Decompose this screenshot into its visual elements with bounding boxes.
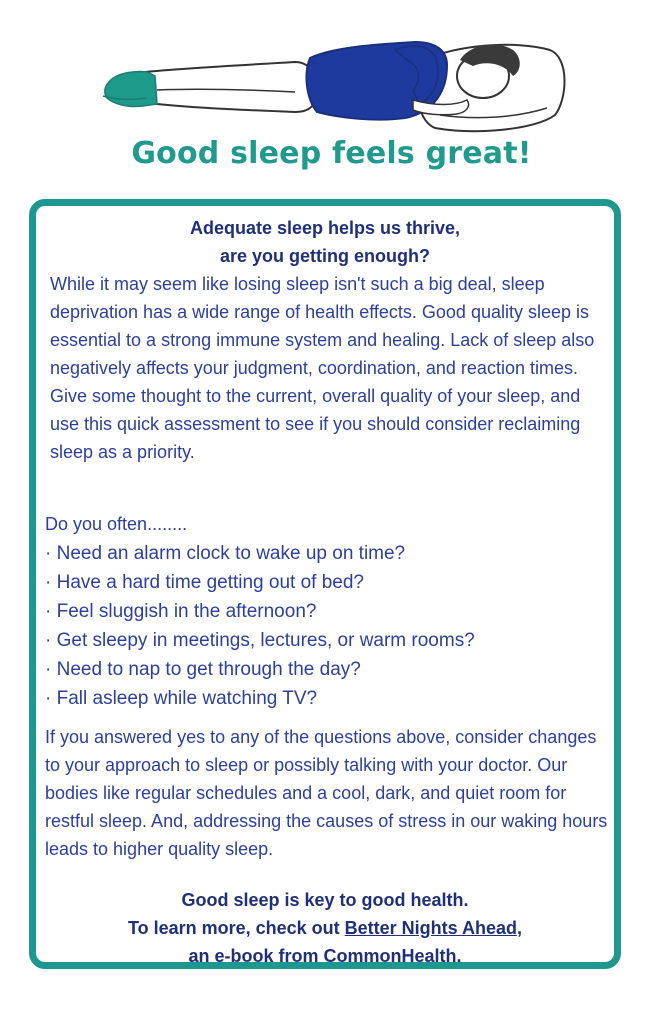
- heading-line-1: Adequate sleep helps us thrive,: [189, 218, 461, 238]
- footer-line-1: Good sleep is key to good health.: [181, 890, 469, 910]
- list-item: · Feel sluggish in the afternoon?: [45, 597, 605, 626]
- page-title: Good sleep feels great!: [131, 136, 532, 171]
- question-list: [45, 539, 605, 713]
- footer-callout: [36, 886, 614, 970]
- advice-paragraph: If you answered yes to any of the questions above, consider changes to your approach to sleep or possibly talking with your doctor. Our bodies like regular schedules and a cool, dark, and quiet room for restful sleep. And, addressing the causes of stress in our waking hours leads to higher quality sleep.: [45, 727, 608, 859]
- list-item: · Fall asleep while watching TV?: [45, 684, 605, 713]
- footer-line-2-suffix: ,: [517, 918, 523, 938]
- footer-line-2: [36, 914, 614, 942]
- info-card: [29, 199, 621, 969]
- list-item: · Get sleepy in meetings, lectures, or warm rooms?: [45, 626, 605, 655]
- question-prompt: Do you often........: [45, 514, 188, 534]
- card-heading: [36, 214, 614, 270]
- sleeping-person-icon: [95, 20, 575, 145]
- footer-line-2-prefix: To learn more, check out: [127, 918, 345, 938]
- list-item: · Need to nap to get through the day?: [45, 655, 605, 684]
- footer-line-3: an e-book from CommonHealth.: [188, 946, 462, 966]
- intro-paragraph: While it may seem like losing sleep isn't such a big deal, sleep deprivation has a wide range of health effects. Good quality sleep is essential to a strong immune system and healing. Lack of sleep also negatively affects your judgment, coordination, and reaction times. Give some thought to the current, overall quality of your sleep, and use this quick assessment to see if you should consider reclaiming sleep as a priority.: [50, 274, 595, 462]
- list-item: · Need an alarm clock to wake up on time?: [45, 539, 605, 568]
- ebook-link[interactable]: Better Nights Ahead: [344, 918, 518, 938]
- list-item: · Have a hard time getting out of bed?: [45, 568, 605, 597]
- heading-line-2: are you getting enough?: [220, 246, 430, 266]
